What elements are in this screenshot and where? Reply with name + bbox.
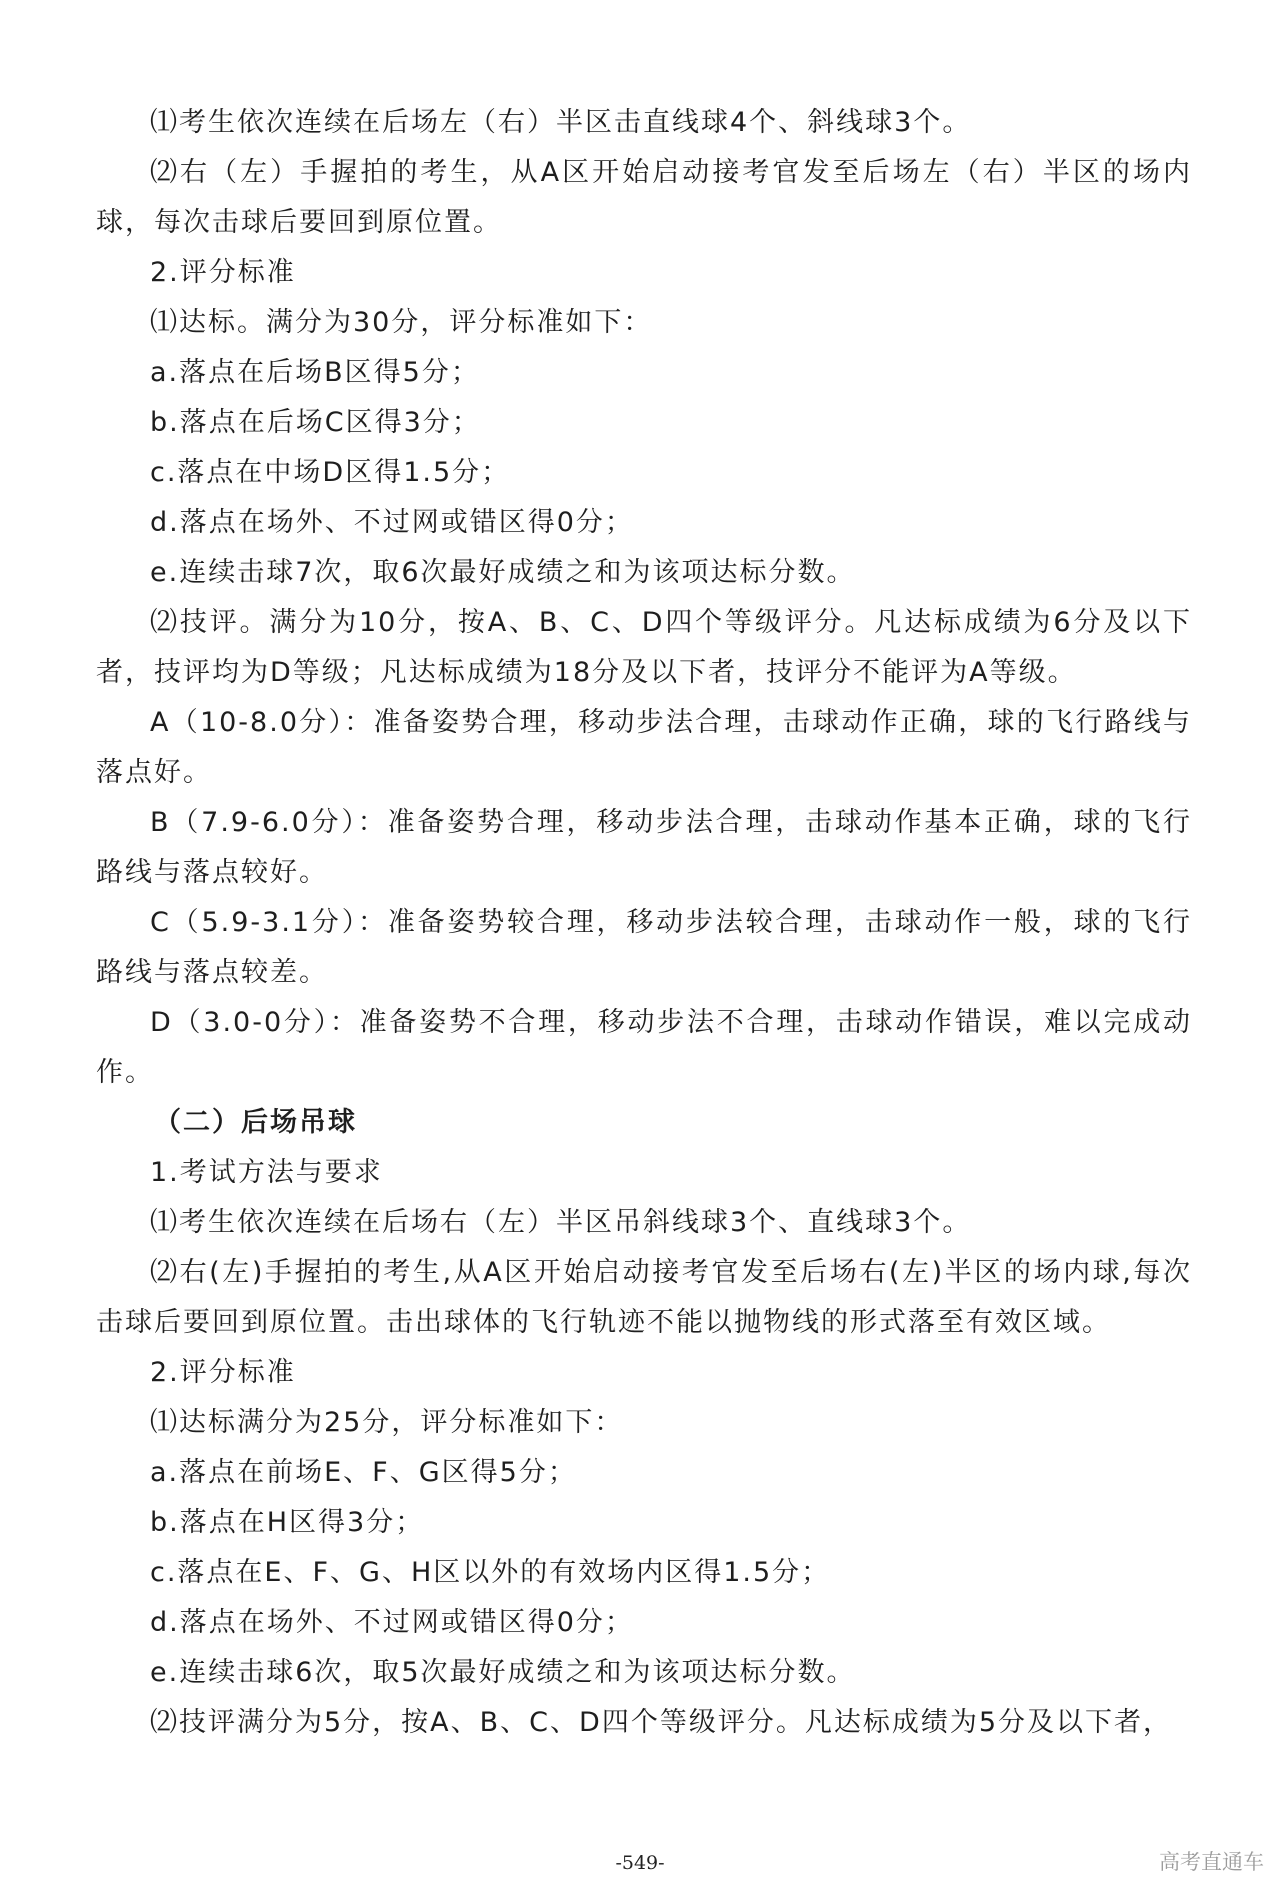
paragraph-20: ⑴达标满分为25分，评分标准如下： <box>150 1407 624 1438</box>
paragraph-23: c.落点在E、F、G、H区以外的有效场内区得1.5分； <box>150 1557 831 1588</box>
paragraph-9: e.连续击球7次，取6次最好成绩之和为该项达标分数。 <box>150 557 856 588</box>
section-heading-method: 1.考试方法与要求 <box>150 1157 383 1188</box>
paragraph-25: e.连续击球6次，取5次最好成绩之和为该项达标分数。 <box>150 1657 856 1688</box>
section-heading-drop-shot: （二）后场吊球 <box>154 1107 357 1138</box>
paragraph-2: ⑵右（左）手握拍的考生，从A区开始启动接考官发至后场左（右）半区的场内球，每次击球后要回到原位置。 <box>96 157 1192 238</box>
grade-c-description: C（5.9-3.1分）：准备姿势较合理，移动步法较合理，击球动作一般，球的飞行路线与落点较差。 <box>96 907 1192 988</box>
paragraph-26: ⑵技评满分为5分，按A、B、C、D四个等级评分。凡达标成绩为5分及以下者， <box>150 1707 1172 1738</box>
paragraph-8: d.落点在场外、不过网或错区得0分； <box>150 507 634 538</box>
paragraph-17: ⑴考生依次连续在后场右（左）半区吊斜线球3个、直线球3个。 <box>150 1207 972 1238</box>
paragraph-6: b.落点在后场C区得3分； <box>150 407 481 438</box>
section-heading-scoring: 2.评分标准 <box>150 257 296 288</box>
grade-b-description: B（7.9-6.0分）：准备姿势合理，移动步法合理，击球动作基本正确，球的飞行路线与落点较好。 <box>96 807 1192 888</box>
paragraph-10: ⑵技评。满分为10分，按A、B、C、D四个等级评分。凡达标成绩为6分及以下者，技评均为D等级；凡达标成绩为18分及以下者，技评分不能评为A等级。 <box>96 607 1192 688</box>
section-heading-scoring-2: 2.评分标准 <box>150 1357 296 1388</box>
paragraph-22: b.落点在H区得3分； <box>150 1507 425 1538</box>
paragraph-7: c.落点在中场D区得1.5分； <box>150 457 511 488</box>
paragraph-18: ⑵右(左)手握拍的考生,从A区开始启动接考官发至后场右(左)半区的场内球,每次击球后要回到原位置。击出球体的飞行轨迹不能以抛物线的形式落至有效区域。 <box>96 1257 1192 1338</box>
paragraph-24: d.落点在场外、不过网或错区得0分； <box>150 1607 634 1638</box>
paragraph-21: a.落点在前场E、F、G区得5分； <box>150 1457 577 1488</box>
paragraph-5: a.落点在后场B区得5分； <box>150 357 480 388</box>
grade-a-description: A（10-8.0分）：准备姿势合理，移动步法合理，击球动作正确，球的飞行路线与落点好。 <box>96 707 1192 788</box>
watermark-text: 高考直通车 <box>1159 1850 1264 1874</box>
paragraph-1: ⑴考生依次连续在后场左（右）半区击直线球4个、斜线球3个。 <box>150 107 972 138</box>
paragraph-4: ⑴达标。满分为30分，评分标准如下： <box>150 307 653 338</box>
page-number: -549- <box>615 1852 665 1874</box>
grade-d-description: D（3.0-0分）：准备姿势不合理，移动步法不合理，击球动作错误，难以完成动作。 <box>96 1007 1192 1088</box>
document-body <box>96 98 1192 1748</box>
